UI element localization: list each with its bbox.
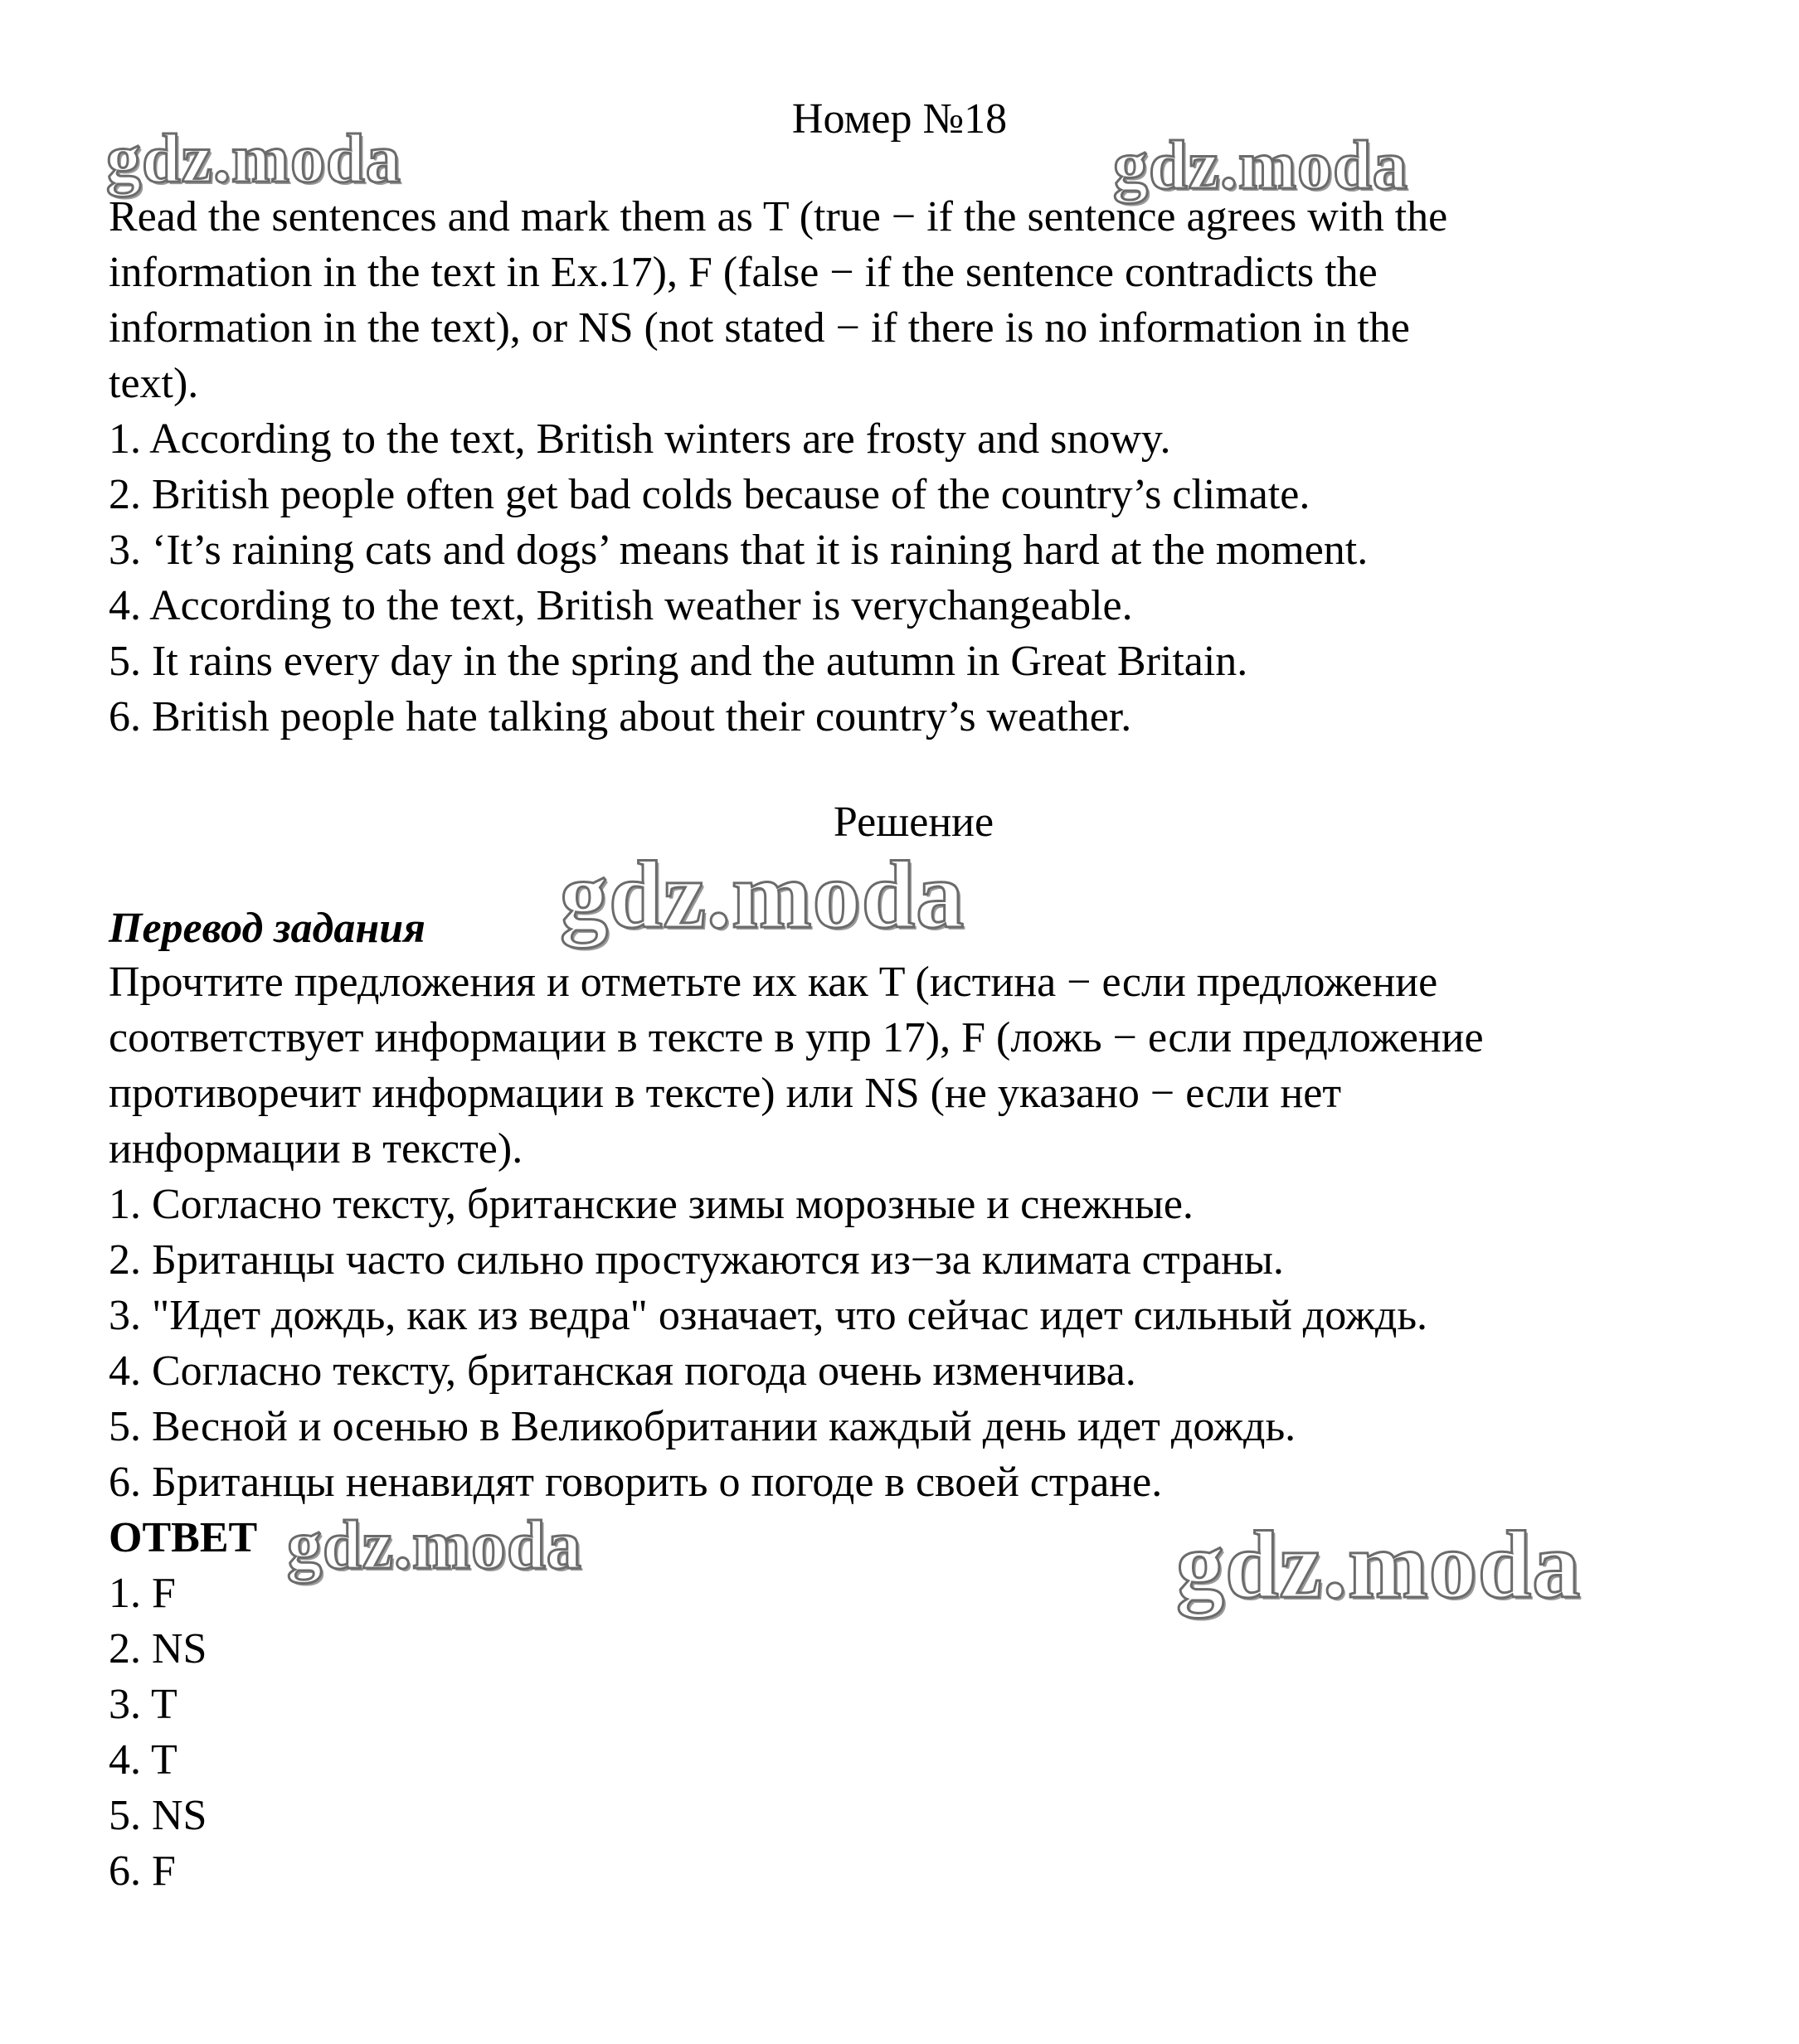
- task-item: 6. British people hate talking about their country’s weather.: [109, 693, 1132, 740]
- watermark-logo: gdz.moda: [106, 120, 401, 197]
- task-item: 5. It rains every day in the spring and the autumn in Great Britain.: [109, 638, 1248, 685]
- page-title: Номер №18: [791, 95, 1008, 143]
- answer-item: 6. F: [109, 1847, 176, 1895]
- task-text-line: information in the text in Ex.17), F (false − if the sentence contradicts the: [109, 249, 1378, 296]
- translation-text-line: Прочтите предложения и отметьте их как T (истина − если предложение: [109, 959, 1438, 1006]
- answer-item: 1. F: [109, 1570, 176, 1617]
- translation-item: 6. Британцы ненавидят говорить о погоде в своей стране.: [109, 1459, 1163, 1506]
- watermark-logo: gdz.moda: [1176, 1512, 1582, 1619]
- answer-heading: ОТВЕТ: [109, 1514, 258, 1561]
- translation-item: 1. Согласно тексту, британские зимы морозные и снежные.: [109, 1181, 1194, 1228]
- task-text-line: information in the text), or NS (not stated − if there is no information in the: [109, 304, 1410, 352]
- translation-item: 4. Согласно тексту, британская погода очень изменчива.: [109, 1347, 1136, 1395]
- watermark-logo: gdz.moda: [560, 842, 965, 949]
- answer-item: 3. T: [109, 1681, 177, 1728]
- translation-text-line: противоречит информации в тексте) или NS (не указано − если нет: [109, 1070, 1342, 1117]
- watermark-logo: gdz.moda: [1113, 127, 1408, 204]
- answer-item: 5. NS: [109, 1792, 207, 1839]
- watermark-logo: gdz.moda: [287, 1507, 582, 1584]
- translation-item: 5. Весной и осенью в Великобритании каждый день идет дождь.: [109, 1403, 1296, 1450]
- task-item: 2. British people often get bad colds because of the country’s climate.: [109, 471, 1310, 518]
- task-text-line: Read the sentences and mark them as T (true − if the sentence agrees with the: [109, 193, 1448, 240]
- translation-item: 3. "Идет дождь, как из ведра" означает, что сейчас идет сильный дождь.: [109, 1292, 1428, 1339]
- translation-text-line: соответствует информации в тексте в упр 17), F (ложь − если предложение: [109, 1014, 1484, 1061]
- task-item: 4. According to the text, British weather is verychangeable.: [109, 582, 1133, 629]
- task-item: 3. ‘It’s raining cats and dogs’ means that it is raining hard at the moment.: [109, 527, 1369, 574]
- answer-item: 4. T: [109, 1736, 177, 1784]
- translation-item: 2. Британцы часто сильно простужаются из−за климата страны.: [109, 1236, 1284, 1284]
- task-item: 1. According to the text, British winters are frosty and snowy.: [109, 415, 1171, 463]
- translation-text-line: информации в тексте).: [109, 1125, 523, 1173]
- task-text-line: text).: [109, 360, 199, 407]
- translation-heading: Перевод задания: [109, 905, 425, 952]
- solution-heading: Решение: [833, 799, 994, 846]
- answer-item: 2. NS: [109, 1625, 207, 1673]
